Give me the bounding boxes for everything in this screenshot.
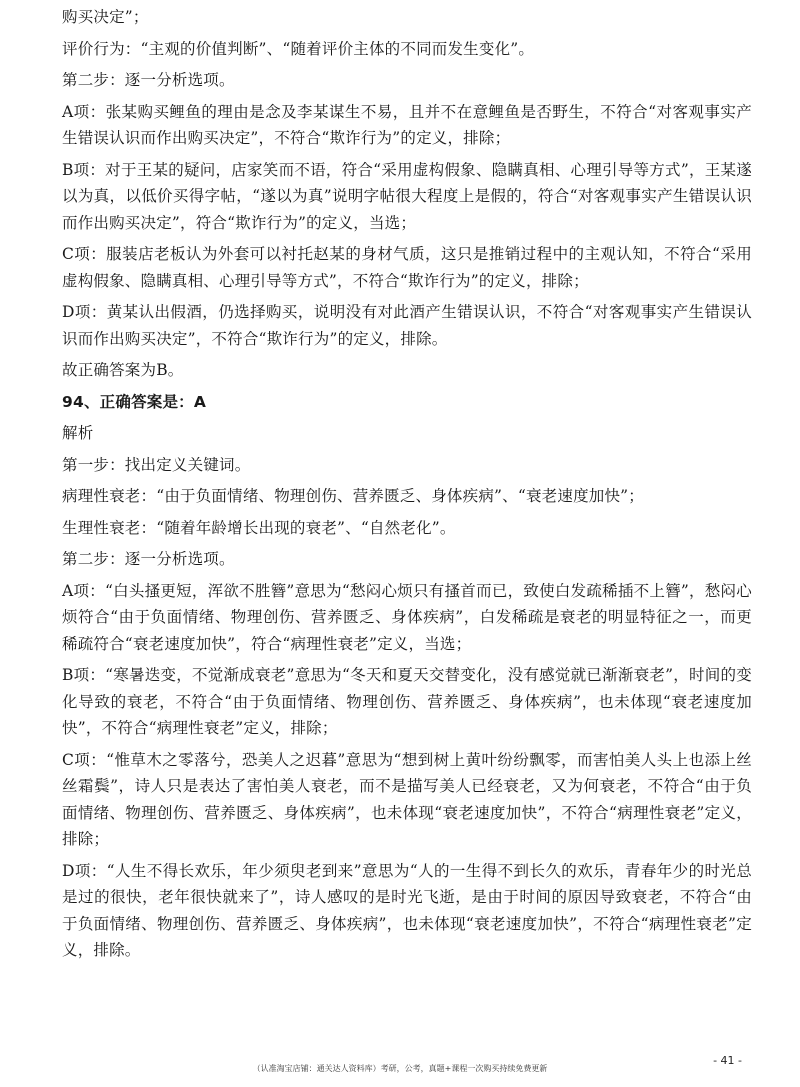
paragraph-evaluation-behavior: 评价行为：“主观的价值判断”、“随着评价主体的不同而发生变化”。 (62, 39, 535, 58)
document-page (62, 4, 752, 969)
paragraph-option-a: A项：张某购买鲤鱼的理由是念及李某谋生不易，且并不在意鲤鱼是否野生，不符合“对客观事实产生错误认识而作出购买决定”，不符合“欺诈行为”的定义，排除； (62, 102, 752, 147)
paragraph-option-c: C项：服装店老板认为外套可以衬托赵某的身材气质，这只是推销过程中的主观认知，不符合“采用虚构假象、隐瞒真相、心理引导等方式”，不符合“欺诈行为”的定义，排除； (62, 245, 752, 290)
paragraph-option-b: B项：对于王某的疑问，店家笑而不语，符合“采用虚构假象、隐瞒真相、心理引导等方式”，王某遂以为真，以低价买得字帖，“遂以为真”说明字帖很大程度上是假的，符合“对客观事实产生错误认识而作出购买决定”，符合“欺诈行为”的定义，当选； (62, 160, 752, 232)
paragraph-94-option-a: A项：“白头搔更短，浑欲不胜簪”意思为“愁闷心烦只有搔首而已，致使白发疏稀插不上簪”，愁闷心烦符合“由于负面情绪、物理创伤、营养匮乏、身体疾病”，白发稀疏是衰老的明显特征之一，而更稀疏符合“衰老速度加快”，符合“病理性衰老”定义，当选； (62, 581, 752, 653)
paragraph-analysis-label: 解析 (62, 424, 94, 442)
paragraph-step-one: 第一步：找出定义关键词。 (62, 455, 251, 474)
page-number: - 41 - (713, 1054, 742, 1067)
paragraph-pathological-aging: 病理性衰老：“由于负面情绪、物理创伤、营养匮乏、身体疾病”、“衰老速度加快”； (62, 487, 644, 505)
paragraph-94-option-c: C项：“惟草木之零落兮，恐美人之迟暮”意思为“想到树上黄叶纷纷飘零，而害怕美人头上也添上丝丝霜鬓”，诗人只是表达了害怕美人衰老，而不是描写美人已经衰老，又为何衰老，不符合“由于负面情绪、物理创伤、营养匮乏、身体疾病”，也未体现“衰老速度加快”，不符合“病理性衰老”定义，排除； (62, 750, 752, 848)
paragraph-continuation: 购买决定”； (62, 8, 149, 26)
paragraph-step-two-94: 第二步：逐一分析选项。 (62, 550, 235, 568)
paragraph-step-two: 第二步：逐一分析选项。 (62, 71, 235, 89)
paragraph-94-option-b: B项：“寒暑迭变，不觉渐成衰老”意思为“冬天和夏天交替变化，没有感觉就已渐渐衰老”，时间的变化导致的衰老，不符合“由于负面情绪、物理创伤、营养匮乏、身体疾病”，也未体现“衰老速度加快”，不符合“病理性衰老”定义，排除； (62, 666, 752, 737)
paragraph-94-option-d: D项：“人生不得长欢乐，年少须臾老到来”意思为“人的一生得不到长久的欢乐，青春年少的时光总是过的很快，老年很快就来了”，诗人感叹的是时光飞逝，是由于时间的原因导致衰老，不符合“由于负面情绪、物理创伤、营养匮乏、身体疾病”，也未体现“衰老速度加快”，不符合“病理性衰老”定义，排除。 (62, 861, 752, 959)
footer-note: （认准淘宝店铺：通关达人资料库）考研，公考，真题+课程一次购买持续免费更新 (252, 1064, 548, 1073)
paragraph-answer-b: 故正确答案为B。 (62, 361, 184, 379)
question-94-heading: 94、正确答案是：A (62, 392, 207, 411)
paragraph-physiological-aging: 生理性衰老：“随着年龄增长出现的衰老”、“自然老化”。 (62, 518, 456, 537)
paragraph-option-d: D项：黄某认出假酒，仍选择购买，说明没有对此酒产生错误认识，不符合“对客观事实产生错误认识而作出购买决定”，不符合“欺诈行为”的定义，排除。 (62, 303, 752, 348)
